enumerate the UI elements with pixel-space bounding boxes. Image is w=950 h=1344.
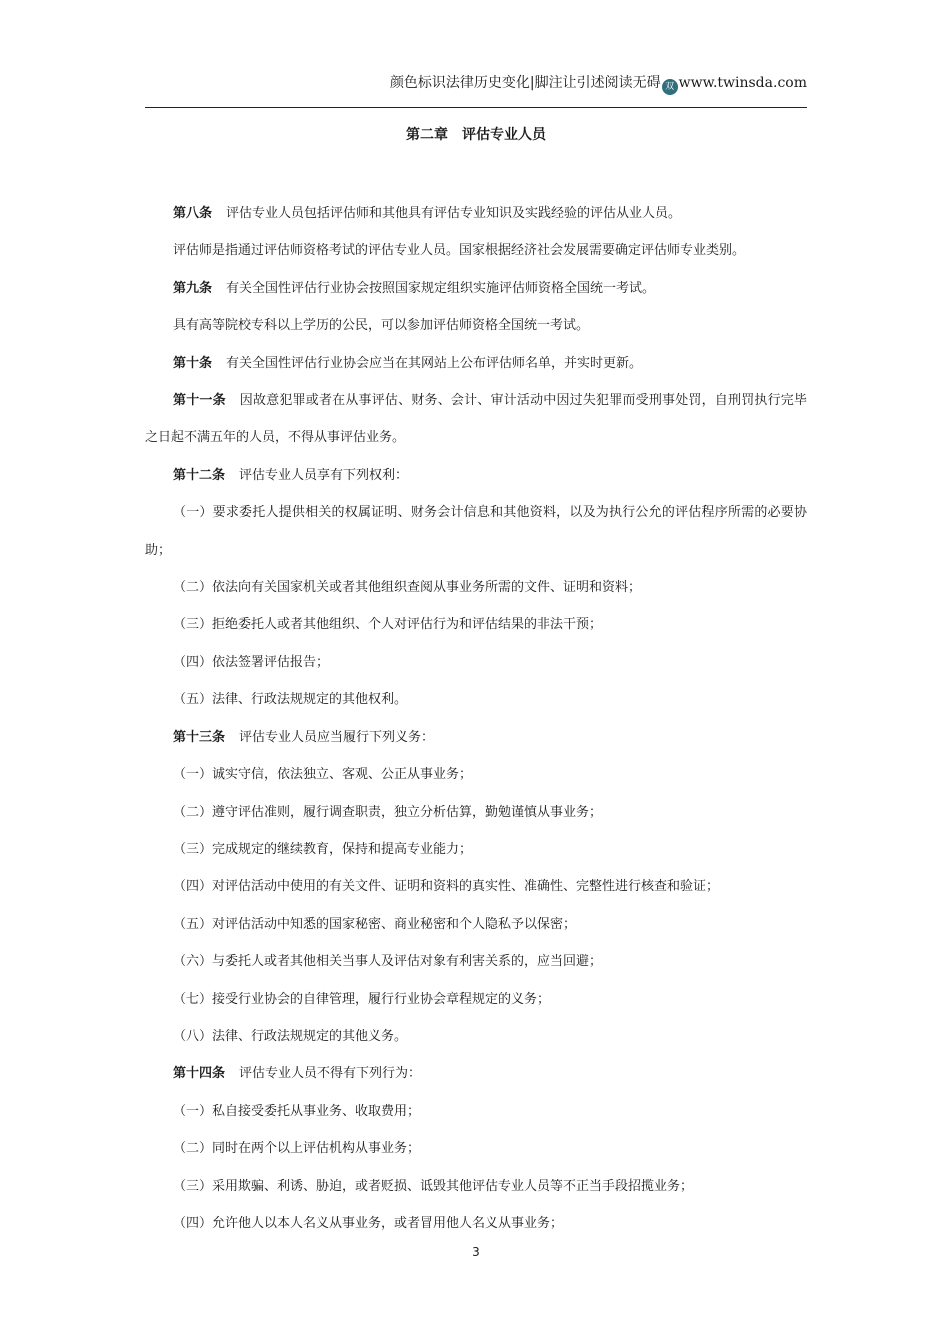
- article-number: 第十四条: [173, 1066, 226, 1082]
- article-paragraph: [145, 719, 807, 756]
- clause-paragraph: [145, 756, 807, 793]
- clause-paragraph: [145, 1168, 807, 1205]
- paragraph-text: （八）法律、行政法规规定的其他义务。: [173, 1028, 408, 1044]
- chapter-title: 第二章 评估专业人员: [406, 127, 546, 143]
- clause-paragraph: [145, 681, 807, 718]
- clause-paragraph: [145, 868, 807, 905]
- clause-paragraph: [145, 606, 807, 643]
- clause-paragraph: [145, 981, 807, 1018]
- paragraph-text: （五）法律、行政法规规定的其他权利。: [173, 692, 408, 708]
- paragraph-text: （三）采用欺骗、利诱、胁迫，或者贬损、诋毁其他评估专业人员等不正当手段招揽业务；: [173, 1178, 694, 1194]
- paragraph-text: 评估专业人员不得有下列行为：: [239, 1066, 422, 1082]
- paragraph-text: （六）与委托人或者其他相关当事人及评估对象有利害关系的，应当回避；: [173, 954, 603, 970]
- paragraph-text: （二）依法向有关国家机关或者其他组织查阅从事业务所需的文件、证明和资料；: [173, 580, 642, 596]
- header-url[interactable]: www.twinsda.com: [678, 75, 807, 91]
- clause-paragraph: [145, 494, 807, 569]
- paragraph-text: （三）完成规定的继续教育，保持和提高专业能力；: [173, 841, 473, 857]
- paragraph-text: 因故意犯罪或者在从事评估、财务、会计、审计活动中因过失犯罪而受刑事处罚，自刑罚执行完毕之日起不满五年的人员，不得从事评估业务。: [145, 393, 807, 446]
- paragraph-text: 评估专业人员享有下列权利：: [239, 467, 409, 483]
- page-number: 3: [472, 1245, 480, 1259]
- header-divider: [145, 107, 807, 108]
- clause-paragraph: [145, 307, 807, 344]
- article-number: 第九条: [173, 280, 213, 296]
- clause-paragraph: [145, 1093, 807, 1130]
- document-body: [145, 195, 807, 1242]
- article-paragraph: [145, 457, 807, 494]
- paragraph-text: 有关全国性评估行业协会按照国家规定组织实施评估师资格全国统一考试。: [226, 280, 656, 296]
- article-paragraph: [145, 195, 807, 232]
- paragraph-text: （一）要求委托人提供相关的权属证明、财务会计信息和其他资料，以及为执行公允的评估程序所需的必要协助；: [145, 505, 807, 558]
- paragraph-text: 评估专业人员包括评估师和其他具有评估专业知识及实践经验的评估从业人员。: [226, 206, 682, 221]
- clause-paragraph: [145, 794, 807, 831]
- article-paragraph: [145, 345, 807, 382]
- article-number: 第八条: [173, 206, 213, 221]
- paragraph-text: （三）拒绝委托人或者其他组织、个人对评估行为和评估结果的非法干预；: [173, 617, 603, 633]
- paragraph-text: （四）依法签署评估报告；: [173, 654, 330, 670]
- clause-paragraph: [145, 1205, 807, 1242]
- clause-paragraph: [145, 569, 807, 606]
- article-number: 第十二条: [173, 467, 226, 483]
- paragraph-text: （二）遵守评估准则，履行调查职责，独立分析估算，勤勉谨慎从事业务；: [173, 804, 603, 820]
- header-tagline: 颜色标识法律历史变化|脚注让引述阅读无碍: [389, 75, 661, 91]
- paragraph-text: （四）对评估活动中使用的有关文件、证明和资料的真实性、准确性、完整性进行核查和验证；: [173, 879, 720, 895]
- article-paragraph: [145, 1055, 807, 1092]
- article-number: 第十一条: [173, 393, 226, 409]
- article-paragraph: [145, 382, 807, 457]
- clause-paragraph: [145, 232, 807, 269]
- paragraph-text: （二）同时在两个以上评估机构从事业务；: [173, 1141, 421, 1157]
- paragraph-text: （一）私自接受委托从事业务、收取费用；: [173, 1103, 421, 1119]
- paragraph-text: 评估专业人员应当履行下列义务：: [239, 729, 435, 745]
- paragraph-text: 有关全国性评估行业协会应当在其网站上公布评估师名单，并实时更新。: [226, 355, 643, 371]
- paragraph-text: （五）对评估活动中知悉的国家秘密、商业秘密和个人隐私予以保密；: [173, 916, 577, 932]
- article-number: 第十条: [173, 355, 213, 371]
- paragraph-text: 评估师是指通过评估师资格考试的评估专业人员。国家根据经济社会发展需要确定评估师专业类别。: [173, 243, 746, 259]
- clause-paragraph: [145, 1018, 807, 1055]
- paragraph-text: （四）允许他人以本人名义从事业务，或者冒用他人名义从事业务；: [173, 1215, 564, 1231]
- paragraph-text: （七）接受行业协会的自律管理，履行行业协会章程规定的义务；: [173, 991, 551, 1007]
- article-paragraph: [145, 270, 807, 307]
- page-header: [145, 70, 807, 96]
- paragraph-text: （一）诚实守信，依法独立、客观、公正从事业务；: [173, 767, 473, 783]
- clause-paragraph: [145, 943, 807, 980]
- clause-paragraph: [145, 906, 807, 943]
- paragraph-text: 具有高等院校专科以上学历的公民，可以参加评估师资格全国统一考试。: [173, 318, 590, 334]
- clause-paragraph: [145, 1130, 807, 1167]
- clause-paragraph: [145, 831, 807, 868]
- clause-paragraph: [145, 644, 807, 681]
- article-number: 第十三条: [173, 729, 226, 745]
- twinsda-logo-icon: 双: [662, 79, 678, 95]
